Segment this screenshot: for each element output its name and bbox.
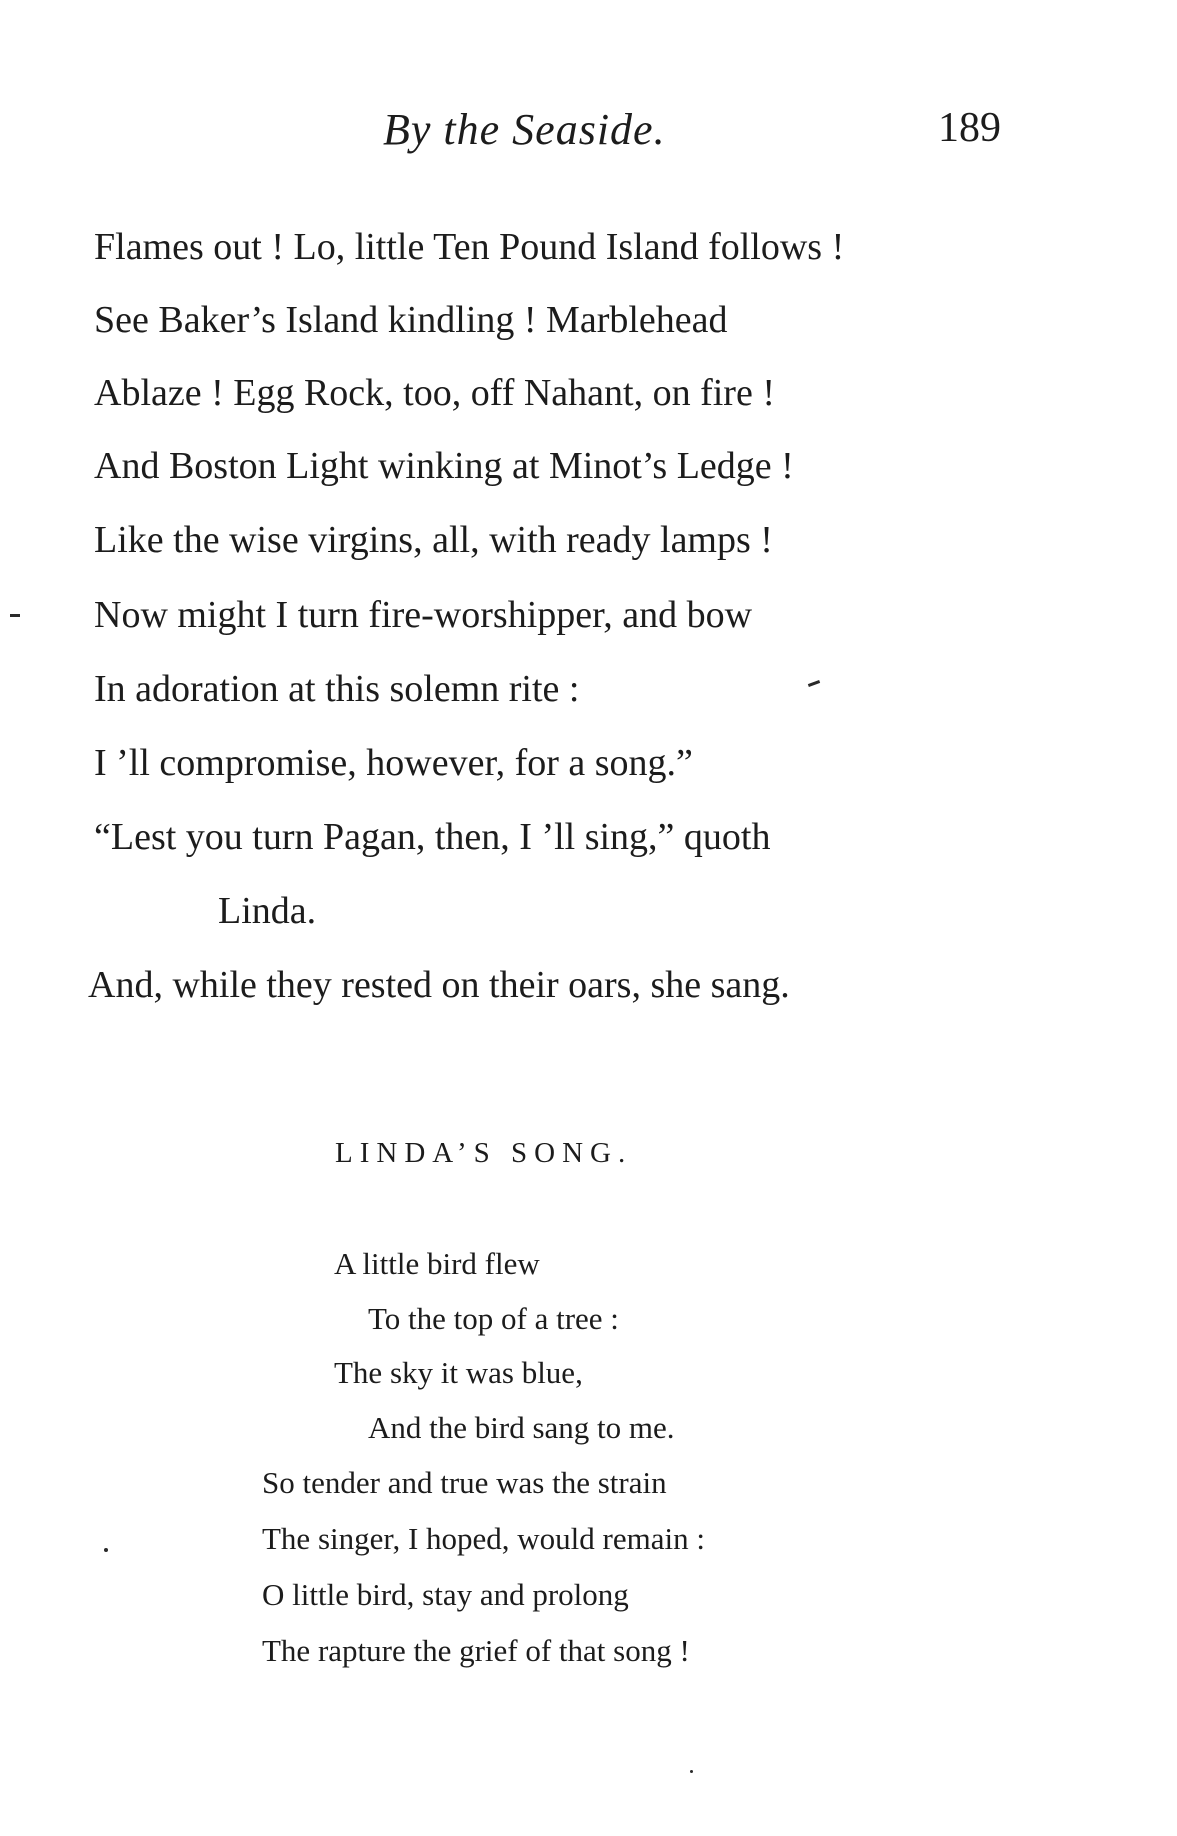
page-number: 189 [938, 105, 1001, 151]
verse-line: And, while they rested on their oars, she sang. [88, 964, 790, 1006]
print-speck [104, 1548, 108, 1552]
verse-line: Ablaze ! Egg Rock, too, off Nahant, on fire ! [94, 372, 775, 414]
verse-line-continuation: Linda. [218, 890, 317, 932]
verse-line: See Baker’s Island kindling ! Marblehead [94, 299, 728, 341]
song-line: To the top of a tree : [368, 1301, 619, 1336]
song-line: A little bird flew [334, 1246, 540, 1281]
song-line: So tender and true was the strain [262, 1465, 667, 1500]
print-speck [690, 1770, 693, 1773]
song-line: The rapture the grief of that song ! [262, 1633, 690, 1668]
verse-line: Like the wise virgins, all, with ready lamps ! [94, 519, 773, 561]
song-line: The sky it was blue, [334, 1355, 583, 1390]
verse-line: I ’ll compromise, however, for a song.” [94, 742, 693, 784]
running-title: By the Seaside. [383, 105, 666, 154]
verse-line: Now might I turn fire-worshipper, and bow [94, 594, 753, 636]
print-speck [10, 614, 20, 617]
song-line: The singer, I hoped, would remain : [262, 1521, 705, 1556]
verse-line: Flames out ! Lo, little Ten Pound Island follows ! [94, 226, 845, 268]
print-speck [808, 680, 820, 687]
song-line: And the bird sang to me. [368, 1410, 675, 1445]
verse-line: “Lest you turn Pagan, then, I ’ll sing,” quoth [94, 816, 771, 858]
verse-line: In adoration at this solemn rite : [94, 668, 580, 710]
song-title: LINDA’S SONG. [335, 1137, 633, 1169]
verse-line: And Boston Light winking at Minot’s Ledge ! [94, 445, 794, 487]
song-line: O little bird, stay and prolong [262, 1577, 629, 1612]
